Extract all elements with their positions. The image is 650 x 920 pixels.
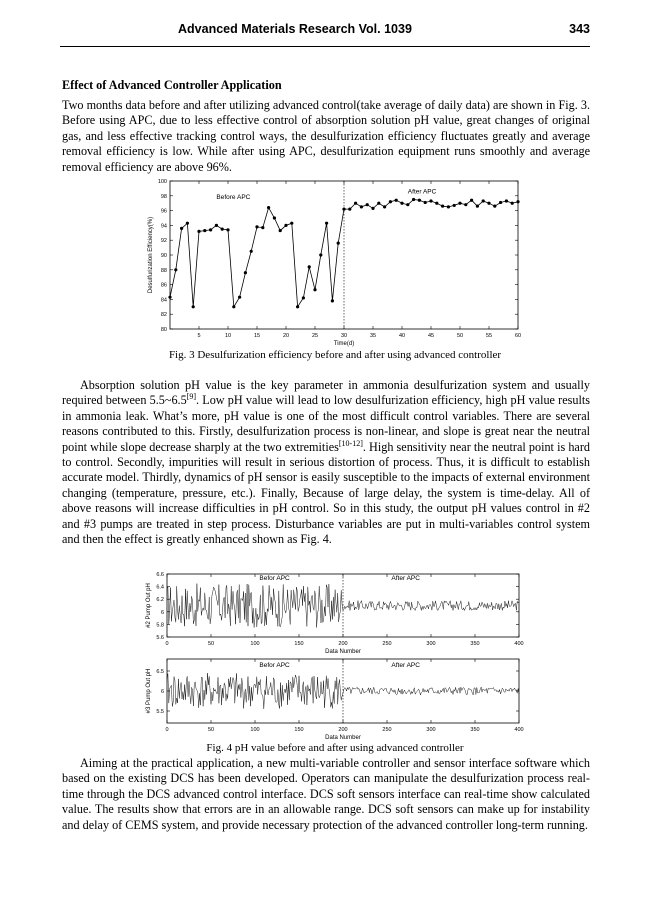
y-tick-label: 84	[160, 297, 167, 304]
efficiency-data-point	[505, 199, 508, 202]
efficiency-data-point	[302, 296, 305, 299]
y-tick-label: 96	[160, 208, 167, 215]
x-tick-label: 5	[197, 333, 201, 339]
fig4-top-chart	[140, 566, 530, 656]
y-tick-label: 94	[160, 223, 167, 230]
efficiency-data-point	[308, 265, 311, 268]
y-tick-label: 6	[160, 609, 164, 616]
efficiency-data-point	[296, 305, 299, 308]
efficiency-data-point	[511, 202, 514, 205]
efficiency-data-point	[180, 227, 183, 230]
y-axis-label: #2 Pump Out pH	[146, 583, 152, 628]
x-tick-label: 0	[165, 641, 169, 647]
efficiency-data-point	[221, 228, 224, 231]
efficiency-data-point	[267, 206, 270, 209]
x-tick-label: 400	[514, 727, 524, 733]
efficiency-data-point	[412, 198, 415, 201]
efficiency-data-point	[232, 305, 235, 308]
y-tick-label: 98	[160, 193, 167, 200]
y-axis-label: #3 Pump Out pH	[146, 668, 152, 714]
y-tick-label: 88	[160, 267, 167, 274]
efficiency-data-point	[279, 229, 282, 232]
annotation-before-apc: Before APC	[216, 193, 251, 201]
y-tick-label: 86	[160, 282, 167, 289]
efficiency-data-point	[186, 222, 189, 225]
para2-part-c: . High sensitivity near the neutral point is hard to control. Secondly, impurities will result in serious distortion of process. Thus, it is difficult to establish accurate model. Thirdly, dynamics of pH sensor is easily susceptible to the impacts of external environment changing (temperature, pressure, etc.). Finally, Because of large delay, the system is time-delay. All of above reasons will increase difficulties in pH control. So in this study, the output pH values control in #2 and #3 pumps are treated in step process. Disturbance variables are put in multi-variables control system and then the effect is greatly enhanced shown as Fig. 4.	[62, 439, 590, 547]
x-tick-label: 15	[253, 333, 261, 339]
y-tick-label: 80	[160, 327, 167, 333]
efficiency-data-point	[244, 271, 247, 274]
x-tick-label: 20	[282, 333, 290, 339]
header-rule	[60, 46, 590, 47]
x-tick-label: 25	[311, 333, 319, 339]
x-axis-label: Data Number	[325, 735, 361, 740]
annotation-after-apc: After APC	[391, 662, 420, 669]
efficiency-data-point	[319, 253, 322, 256]
efficiency-data-point	[470, 199, 473, 202]
page-number: 343	[569, 22, 590, 36]
efficiency-data-point	[197, 230, 200, 233]
fig4-caption: Fig. 4 pH value before and after using advanced controller	[206, 742, 464, 754]
x-axis-label: Data Number	[325, 649, 361, 655]
x-tick-label: 60	[514, 333, 522, 339]
efficiency-data-point	[418, 199, 421, 202]
y-tick-label: 5.6	[156, 635, 164, 641]
x-tick-label: 40	[398, 333, 406, 339]
x-tick-label: 50	[207, 641, 215, 647]
y-tick-label: 6.5	[156, 669, 164, 675]
annotation-befor-apc: Befor APC	[259, 575, 290, 582]
efficiency-data-point	[226, 228, 229, 231]
efficiency-data-point	[476, 205, 479, 208]
efficiency-data-point	[429, 199, 432, 202]
x-tick-label: 350	[470, 641, 480, 647]
x-tick-label: 50	[456, 333, 464, 339]
journal-title: Advanced Materials Research Vol. 1039	[178, 22, 412, 36]
efficiency-data-point	[458, 202, 461, 205]
x-tick-label: 10	[224, 333, 232, 339]
x-tick-label: 100	[250, 727, 260, 733]
paragraph-2	[62, 378, 590, 547]
y-tick-label: 5.8	[156, 622, 164, 629]
x-tick-label: 300	[426, 727, 436, 733]
fig4-bottom-chart	[140, 655, 530, 740]
x-tick-label: 200	[338, 727, 348, 733]
paragraph-3: Aiming at the practical application, a new multi-variable controller and sensor interface software which based on the existing DCS has been developed. Operators can manipulate the desulfurization process real-time through the DCS advanced control interface. DCS soft sensors interface can real-time show calculated value. The results show that errors are in an allowable range. DCS soft sensors can make up for instability and delay of CEMS system, and provide necessary protection of the advanced controller long-term running.	[62, 756, 590, 832]
efficiency-data-point	[366, 203, 369, 206]
y-tick-label: 6.4	[156, 584, 164, 591]
page-header	[60, 22, 590, 44]
x-tick-label: 35	[369, 333, 377, 339]
efficiency-data-point	[389, 200, 392, 203]
efficiency-data-point	[238, 296, 241, 299]
efficiency-data-point	[493, 205, 496, 208]
efficiency-data-point	[342, 208, 345, 211]
efficiency-data-point	[487, 202, 490, 205]
efficiency-data-point	[424, 201, 427, 204]
x-tick-label: 250	[382, 641, 392, 647]
efficiency-data-point	[290, 222, 293, 225]
y-tick-label: 6.6	[156, 572, 164, 578]
x-tick-label: 300	[426, 641, 436, 647]
paragraph-1: Two months data before and after utilizing advanced control(take average of daily data) are shown in Fig. 3. Before using APC, due to less effective control of absorption solution pH value, great changes of original gas, and less effective tracking control ways, the desulfurization efficiency fluctuates greatly and average removal efficiency is low. While after using APC, desulfurization equipment runs smoothly and average removal efficiency are above 96%.	[62, 98, 590, 174]
para2-part-b: . Low pH value will lead to low desulfurization efficiency, high pH value results in ammonia leak. What’s more, pH value is one of the most difficult control variables. There are several reasons contributed to this. Firstly, desulfurization process is non-linear, and slope is great near the neutral point while slope decrease sharply at the two extremities	[62, 393, 590, 454]
y-axis-label: Desulfurization Efficiency(%)	[148, 216, 154, 294]
efficiency-data-point	[395, 199, 398, 202]
efficiency-data-point	[453, 204, 456, 207]
x-tick-label: 100	[250, 641, 260, 647]
efficiency-data-point	[261, 226, 264, 229]
x-tick-label: 55	[485, 333, 493, 339]
efficiency-data-point	[383, 205, 386, 208]
efficiency-data-point	[441, 205, 444, 208]
x-tick-label: 30	[340, 333, 348, 339]
x-tick-label: 50	[207, 727, 215, 733]
x-tick-label: 250	[382, 727, 392, 733]
efficiency-data-point	[482, 199, 485, 202]
efficiency-data-point	[174, 268, 177, 271]
efficiency-data-point	[192, 305, 195, 308]
x-tick-label: 400	[514, 641, 524, 647]
y-tick-label: 82	[160, 312, 167, 319]
x-tick-label: 200	[338, 641, 348, 647]
y-tick-label: 6	[160, 689, 164, 695]
efficiency-data-point	[348, 208, 351, 211]
efficiency-data-point	[331, 299, 334, 302]
citation-ref-9: [9]	[186, 392, 197, 402]
efficiency-data-point	[400, 202, 403, 205]
fig3-chart	[140, 176, 530, 352]
efficiency-data-point	[313, 288, 316, 291]
annotation-after-apc: After APC	[391, 575, 420, 582]
section-heading: Effect of Advanced Controller Application	[62, 78, 282, 92]
x-tick-label: 150	[294, 727, 304, 733]
annotation-befor-apc: Befor APC	[259, 662, 290, 669]
efficiency-data-point	[168, 296, 171, 299]
citation-ref-10-12: [10-12]	[338, 438, 363, 448]
efficiency-data-point	[371, 207, 374, 210]
efficiency-data-point	[516, 200, 519, 203]
efficiency-data-point	[499, 201, 502, 204]
x-tick-label: 350	[470, 727, 480, 733]
y-tick-label: 100	[157, 179, 167, 185]
y-tick-label: 5.5	[156, 709, 164, 715]
efficiency-data-point	[406, 203, 409, 206]
efficiency-data-point	[273, 216, 276, 219]
y-tick-label: 90	[160, 253, 167, 259]
efficiency-data-point	[203, 229, 206, 232]
efficiency-data-point	[354, 202, 357, 205]
y-tick-label: 6.2	[156, 597, 164, 604]
efficiency-data-point	[255, 225, 258, 228]
efficiency-data-point	[377, 202, 380, 205]
efficiency-data-point	[325, 222, 328, 225]
efficiency-data-point	[209, 228, 212, 231]
x-axis-label: Time(d)	[333, 341, 355, 347]
annotation-after-apc: After APC	[407, 188, 437, 196]
para2-part-a: Absorption solution pH value is the key parameter in ammonia desulfurization system and usually required between 5.5~6.5	[62, 378, 590, 408]
fig3-caption: Fig. 3 Desulfurization efficiency before and after using advanced controller	[168, 349, 502, 361]
efficiency-data-point	[447, 205, 450, 208]
x-tick-label: 150	[294, 641, 304, 647]
efficiency-data-point	[250, 250, 253, 253]
efficiency-data-point	[435, 202, 438, 205]
y-tick-label: 92	[160, 238, 167, 245]
efficiency-data-point	[464, 203, 467, 206]
efficiency-data-point	[337, 242, 340, 245]
efficiency-data-point	[215, 224, 218, 227]
efficiency-data-point	[360, 205, 363, 208]
efficiency-data-point	[284, 224, 287, 227]
x-tick-label: 45	[427, 333, 435, 339]
x-tick-label: 0	[165, 727, 169, 733]
